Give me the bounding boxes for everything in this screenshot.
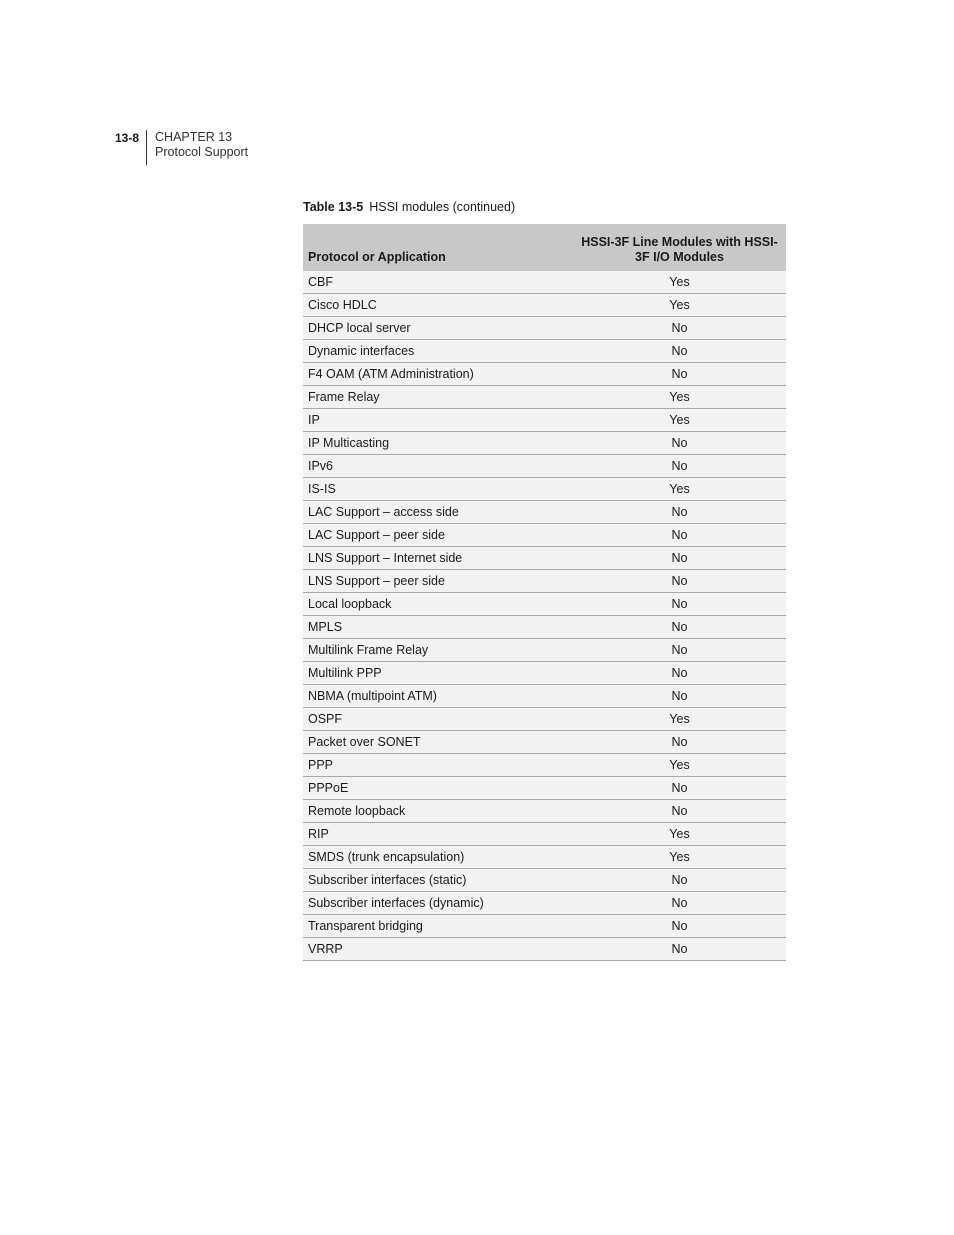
table-row bbox=[303, 823, 786, 846]
table-row bbox=[303, 432, 786, 455]
cell-support: Yes bbox=[573, 846, 786, 869]
cell-protocol: IS-IS bbox=[303, 478, 573, 501]
cell-protocol: DHCP local server bbox=[303, 317, 573, 340]
cell-support: No bbox=[573, 662, 786, 685]
table-row bbox=[303, 915, 786, 938]
cell-protocol: Remote loopback bbox=[303, 800, 573, 823]
table-row bbox=[303, 777, 786, 800]
protocol-table-wrapper bbox=[303, 224, 786, 961]
table-row bbox=[303, 294, 786, 317]
cell-protocol: NBMA (multipoint ATM) bbox=[303, 685, 573, 708]
cell-support: Yes bbox=[573, 386, 786, 409]
table-row bbox=[303, 455, 786, 478]
column-header-hssi-support: HSSI-3F Line Modules with HSSI-3F I/O Modules bbox=[573, 224, 786, 271]
cell-support: Yes bbox=[573, 708, 786, 731]
cell-support: No bbox=[573, 938, 786, 961]
table-row bbox=[303, 754, 786, 777]
cell-support: Yes bbox=[573, 823, 786, 846]
cell-protocol: IPv6 bbox=[303, 455, 573, 478]
cell-protocol: LAC Support – peer side bbox=[303, 524, 573, 547]
cell-protocol: LNS Support – Internet side bbox=[303, 547, 573, 570]
cell-support: Yes bbox=[573, 294, 786, 317]
cell-support: Yes bbox=[573, 409, 786, 432]
table-row bbox=[303, 846, 786, 869]
header-divider bbox=[146, 130, 147, 165]
chapter-title: Protocol Support bbox=[155, 145, 249, 159]
table-row bbox=[303, 639, 786, 662]
cell-support: No bbox=[573, 317, 786, 340]
cell-support: No bbox=[573, 570, 786, 593]
cell-protocol: Dynamic interfaces bbox=[303, 340, 573, 363]
cell-support: No bbox=[573, 915, 786, 938]
table-row bbox=[303, 501, 786, 524]
cell-protocol: Frame Relay bbox=[303, 386, 573, 409]
cell-support: Yes bbox=[573, 754, 786, 777]
table-row bbox=[303, 892, 786, 915]
table-row bbox=[303, 524, 786, 547]
table-caption-text: HSSI modules (continued) bbox=[369, 200, 516, 214]
cell-protocol: RIP bbox=[303, 823, 573, 846]
table-row bbox=[303, 547, 786, 570]
table-row bbox=[303, 386, 786, 409]
table-row bbox=[303, 731, 786, 754]
cell-protocol: Cisco HDLC bbox=[303, 294, 573, 317]
cell-support: No bbox=[573, 593, 786, 616]
cell-support: No bbox=[573, 524, 786, 547]
cell-support: No bbox=[573, 869, 786, 892]
cell-support: Yes bbox=[573, 478, 786, 501]
cell-protocol: Multilink Frame Relay bbox=[303, 639, 573, 662]
cell-protocol: PPPoE bbox=[303, 777, 573, 800]
page-header bbox=[115, 130, 248, 165]
page-number: 13-8 bbox=[115, 131, 140, 145]
cell-protocol: VRRP bbox=[303, 938, 573, 961]
table-header-row bbox=[303, 224, 786, 271]
table-caption-label: Table 13-5 bbox=[303, 200, 364, 214]
cell-support: Yes bbox=[573, 271, 786, 294]
table-row bbox=[303, 708, 786, 731]
cell-protocol: OSPF bbox=[303, 708, 573, 731]
cell-protocol: IP Multicasting bbox=[303, 432, 573, 455]
table-row bbox=[303, 340, 786, 363]
cell-protocol: CBF bbox=[303, 271, 573, 294]
cell-support: No bbox=[573, 363, 786, 386]
table-row bbox=[303, 662, 786, 685]
cell-support: No bbox=[573, 800, 786, 823]
cell-support: No bbox=[573, 685, 786, 708]
chapter-label: CHAPTER 13 bbox=[155, 130, 233, 144]
cell-protocol: Local loopback bbox=[303, 593, 573, 616]
cell-protocol: Transparent bridging bbox=[303, 915, 573, 938]
table-row bbox=[303, 869, 786, 892]
table-row bbox=[303, 409, 786, 432]
cell-protocol: SMDS (trunk encapsulation) bbox=[303, 846, 573, 869]
table-body bbox=[303, 271, 786, 961]
table-row bbox=[303, 271, 786, 294]
table-row bbox=[303, 593, 786, 616]
cell-support: No bbox=[573, 731, 786, 754]
table-row bbox=[303, 685, 786, 708]
table-header bbox=[303, 224, 786, 271]
cell-protocol: PPP bbox=[303, 754, 573, 777]
cell-support: No bbox=[573, 616, 786, 639]
table-row bbox=[303, 478, 786, 501]
cell-support: No bbox=[573, 777, 786, 800]
cell-protocol: MPLS bbox=[303, 616, 573, 639]
table-row bbox=[303, 800, 786, 823]
table-row bbox=[303, 317, 786, 340]
column-header-protocol: Protocol or Application bbox=[303, 224, 573, 271]
cell-support: No bbox=[573, 501, 786, 524]
cell-support: No bbox=[573, 455, 786, 478]
protocol-table bbox=[303, 224, 786, 961]
table-caption bbox=[303, 199, 515, 215]
table-row bbox=[303, 938, 786, 961]
cell-support: No bbox=[573, 639, 786, 662]
cell-protocol: Subscriber interfaces (static) bbox=[303, 869, 573, 892]
cell-support: No bbox=[573, 432, 786, 455]
cell-protocol: Packet over SONET bbox=[303, 731, 573, 754]
chapter-block bbox=[155, 130, 248, 160]
cell-protocol: LNS Support – peer side bbox=[303, 570, 573, 593]
cell-protocol: LAC Support – access side bbox=[303, 501, 573, 524]
cell-protocol: F4 OAM (ATM Administration) bbox=[303, 363, 573, 386]
cell-support: No bbox=[573, 547, 786, 570]
cell-support: No bbox=[573, 892, 786, 915]
cell-protocol: Subscriber interfaces (dynamic) bbox=[303, 892, 573, 915]
cell-protocol: Multilink PPP bbox=[303, 662, 573, 685]
table-row bbox=[303, 570, 786, 593]
table-row bbox=[303, 363, 786, 386]
cell-support: No bbox=[573, 340, 786, 363]
cell-protocol: IP bbox=[303, 409, 573, 432]
table-row bbox=[303, 616, 786, 639]
